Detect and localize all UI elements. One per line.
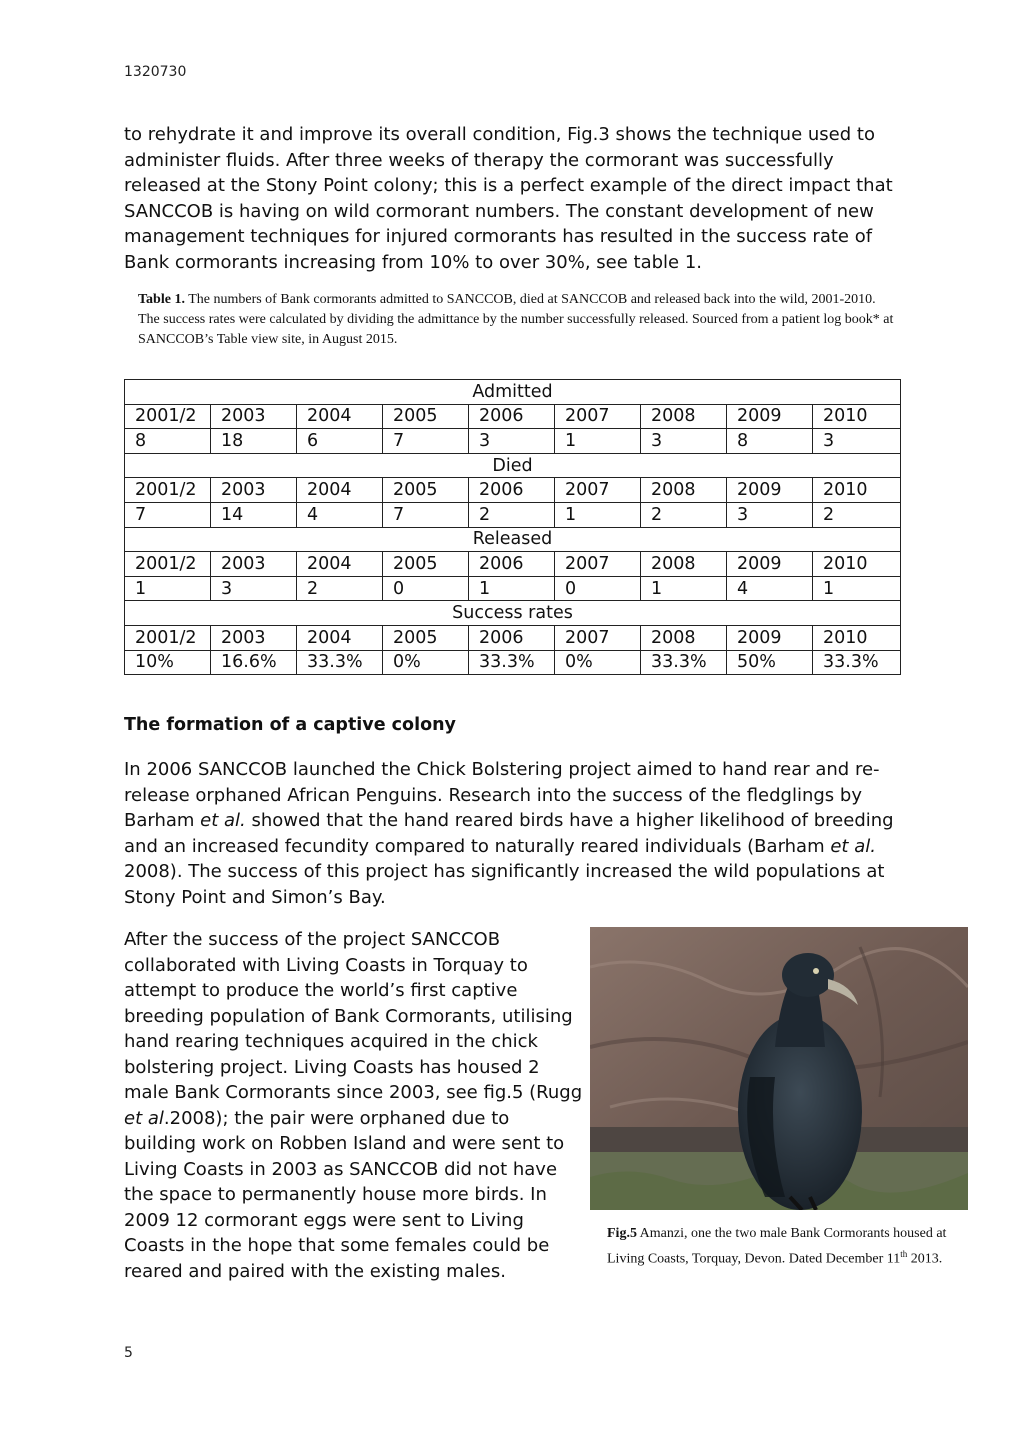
table-year-cell: 2001/2 bbox=[125, 478, 211, 503]
table-year-cell: 2008 bbox=[641, 478, 727, 503]
figure-caption-text: Amanzi, one the two male Bank Cormorants housed at Living Coasts, Torquay, Devon. Dated December 11 bbox=[607, 1226, 947, 1267]
table-value-cell: 2 bbox=[297, 576, 383, 601]
table-value-cell: 16.6% bbox=[211, 650, 297, 675]
table-year-cell: 2001/2 bbox=[125, 625, 211, 650]
figure-caption bbox=[607, 1224, 967, 1270]
table-section-row bbox=[125, 380, 901, 405]
table-value-cell: 0 bbox=[383, 576, 469, 601]
table-value-cell: 3 bbox=[469, 429, 555, 454]
table-value-cell: 2 bbox=[813, 502, 901, 527]
table-value-cell: 8 bbox=[727, 429, 813, 454]
body-paragraph-1: to rehydrate it and improve its overall condition, Fig.3 shows the technique used to administer fluids. After three weeks of therapy the cormorant was successfully released at the Stony Point colony; this is a perfect example of the direct impact that SANCCOB is having on wild cormorant numbers. The constant development of new management techniques for injured cormorants has resulted in the success rate of Bank cormorants increasing from 10% to over 30%, see table 1. bbox=[124, 124, 893, 273]
table-value-cell: 4 bbox=[297, 502, 383, 527]
table-year-cell: 2005 bbox=[383, 552, 469, 577]
paragraph-3-text-a: After the success of the project SANCCOB collaborated with Living Coasts in Torquay to attempt to produce the world’s first captive breeding population of Bank Cormorants, utilising hand rearing techniques acquired in the chick bolstering project. Living Coasts has housed 2 male Bank Cormorants since 2003, see fig.5 (Rugg bbox=[124, 929, 583, 1103]
table-value-cell: 18 bbox=[211, 429, 297, 454]
table-section-title: Success rates bbox=[125, 601, 901, 626]
figure-caption-superscript: th bbox=[900, 1249, 908, 1259]
table-year-cell: 2005 bbox=[383, 625, 469, 650]
table-value-cell: 4 bbox=[727, 576, 813, 601]
table-year-cell: 2010 bbox=[813, 404, 901, 429]
table-year-cell: 2004 bbox=[297, 552, 383, 577]
table-caption-text: The numbers of Bank cormorants admitted to SANCCOB, died at SANCCOB and released back into the wild, 2001-2010. The success rates were calculated by dividing the admittance by the number successfully released. Sourced from a patient log book* at SANCCOB’s Table view site, in August 2015. bbox=[138, 292, 894, 347]
table-value-cell: 3 bbox=[211, 576, 297, 601]
table-year-cell: 2007 bbox=[555, 478, 641, 503]
table-value-cell: 6 bbox=[297, 429, 383, 454]
table-year-cell: 2010 bbox=[813, 625, 901, 650]
table-caption-label: Table 1. bbox=[138, 292, 185, 307]
table-year-cell: 2006 bbox=[469, 625, 555, 650]
table-year-cell: 2005 bbox=[383, 404, 469, 429]
table-value-cell: 33.3% bbox=[641, 650, 727, 675]
table-value-cell: 7 bbox=[383, 502, 469, 527]
bank-cormorant-photo bbox=[590, 927, 968, 1210]
table-value-row bbox=[125, 429, 901, 454]
table-value-cell: 7 bbox=[125, 502, 211, 527]
table-year-cell: 2003 bbox=[211, 625, 297, 650]
table-section-title: Released bbox=[125, 527, 901, 552]
table-year-cell: 2009 bbox=[727, 478, 813, 503]
paragraph-3-italic: et al bbox=[124, 1107, 164, 1129]
table-value-cell: 14 bbox=[211, 502, 297, 527]
table-year-cell: 2001/2 bbox=[125, 404, 211, 429]
table-value-cell: 33.3% bbox=[469, 650, 555, 675]
table-year-row bbox=[125, 625, 901, 650]
table-year-cell: 2009 bbox=[727, 552, 813, 577]
table-value-cell: 3 bbox=[727, 502, 813, 527]
table-year-cell: 2006 bbox=[469, 404, 555, 429]
cormorant-data-table bbox=[124, 379, 901, 675]
table-year-cell: 2010 bbox=[813, 552, 901, 577]
table-year-cell: 2004 bbox=[297, 404, 383, 429]
table-year-cell: 2008 bbox=[641, 552, 727, 577]
table-section-row bbox=[125, 527, 901, 552]
table-year-cell: 2009 bbox=[727, 625, 813, 650]
paragraph-2-italic-a: et al. bbox=[200, 810, 246, 831]
table-year-cell: 2008 bbox=[641, 404, 727, 429]
table-value-cell: 1 bbox=[813, 576, 901, 601]
table-section-title: Died bbox=[125, 453, 901, 478]
table-value-cell: 33.3% bbox=[813, 650, 901, 675]
table-value-cell: 2 bbox=[469, 502, 555, 527]
paragraph-2-text-b: showed that the hand reared birds have a higher likelihood of breeding and an increased fecundity compared to naturally reared individuals (Barham bbox=[124, 810, 894, 857]
table-year-cell: 2003 bbox=[211, 404, 297, 429]
table-year-cell: 2007 bbox=[555, 552, 641, 577]
paragraph-2-italic-b: et al. bbox=[830, 835, 876, 857]
figure-caption-year: 2013. bbox=[907, 1251, 943, 1267]
table-year-cell: 2003 bbox=[211, 478, 297, 503]
table-year-cell: 2004 bbox=[297, 625, 383, 650]
table-value-cell: 8 bbox=[125, 429, 211, 454]
section-heading: The formation of a captive colony bbox=[124, 715, 456, 735]
body-paragraph-3 bbox=[124, 927, 584, 1284]
page-number: 5 bbox=[124, 1345, 133, 1361]
table-year-cell: 2005 bbox=[383, 478, 469, 503]
table-year-cell: 2010 bbox=[813, 478, 901, 503]
table-value-cell: 2 bbox=[641, 502, 727, 527]
table-value-cell: 1 bbox=[641, 576, 727, 601]
table-value-cell: 1 bbox=[555, 502, 641, 527]
table-year-cell: 2007 bbox=[555, 404, 641, 429]
table-year-row bbox=[125, 478, 901, 503]
figure-caption-label: Fig.5 bbox=[607, 1226, 637, 1241]
table-year-row bbox=[125, 404, 901, 429]
table-section-row bbox=[125, 601, 901, 626]
table-year-cell: 2004 bbox=[297, 478, 383, 503]
table-value-cell: 1 bbox=[555, 429, 641, 454]
table-year-cell: 2007 bbox=[555, 625, 641, 650]
table-value-cell: 33.3% bbox=[297, 650, 383, 675]
body-paragraph-2 bbox=[124, 757, 904, 910]
table-value-cell: 3 bbox=[641, 429, 727, 454]
table-year-cell: 2003 bbox=[211, 552, 297, 577]
paragraph-3-text-b: .2008); the pair were orphaned due to building work on Robben Island and were sent to Living Coasts in 2003 as SANCCOB did not have the space to permanently house more birds. In 2009 12 cormorant eggs were sent to Living Coasts in the hope that some females could be reared and paired with the existing males. bbox=[124, 1107, 565, 1282]
table-year-cell: 2006 bbox=[469, 552, 555, 577]
table-year-cell: 2009 bbox=[727, 404, 813, 429]
table-value-cell: 0 bbox=[555, 576, 641, 601]
paragraph-2-text-a: In 2006 SANCCOB launched the Chick Bolstering project aimed to hand rear and re-release orphaned African Penguins. Research into the success of the fledglings by Barham bbox=[124, 759, 880, 831]
table-value-cell: 7 bbox=[383, 429, 469, 454]
table-section-row bbox=[125, 453, 901, 478]
table-year-cell: 2001/2 bbox=[125, 552, 211, 577]
table-value-row bbox=[125, 650, 901, 675]
paragraph-2-text-c: 2008). The success of this project has significantly increased the wild populations at Stony Point and Simon’s Bay. bbox=[124, 861, 885, 908]
table-value-row bbox=[125, 576, 901, 601]
table-year-cell: 2006 bbox=[469, 478, 555, 503]
document-id: 1320730 bbox=[124, 64, 187, 80]
table-value-cell: 50% bbox=[727, 650, 813, 675]
table-value-cell: 1 bbox=[469, 576, 555, 601]
table-value-cell: 0% bbox=[555, 650, 641, 675]
table-value-cell: 3 bbox=[813, 429, 901, 454]
table-caption bbox=[138, 290, 898, 350]
table-value-cell: 10% bbox=[125, 650, 211, 675]
table-value-cell: 1 bbox=[125, 576, 211, 601]
table-value-row bbox=[125, 502, 901, 527]
table-section-title: Admitted bbox=[125, 380, 901, 405]
table-year-row bbox=[125, 552, 901, 577]
table-value-cell: 0% bbox=[383, 650, 469, 675]
table-year-cell: 2008 bbox=[641, 625, 727, 650]
